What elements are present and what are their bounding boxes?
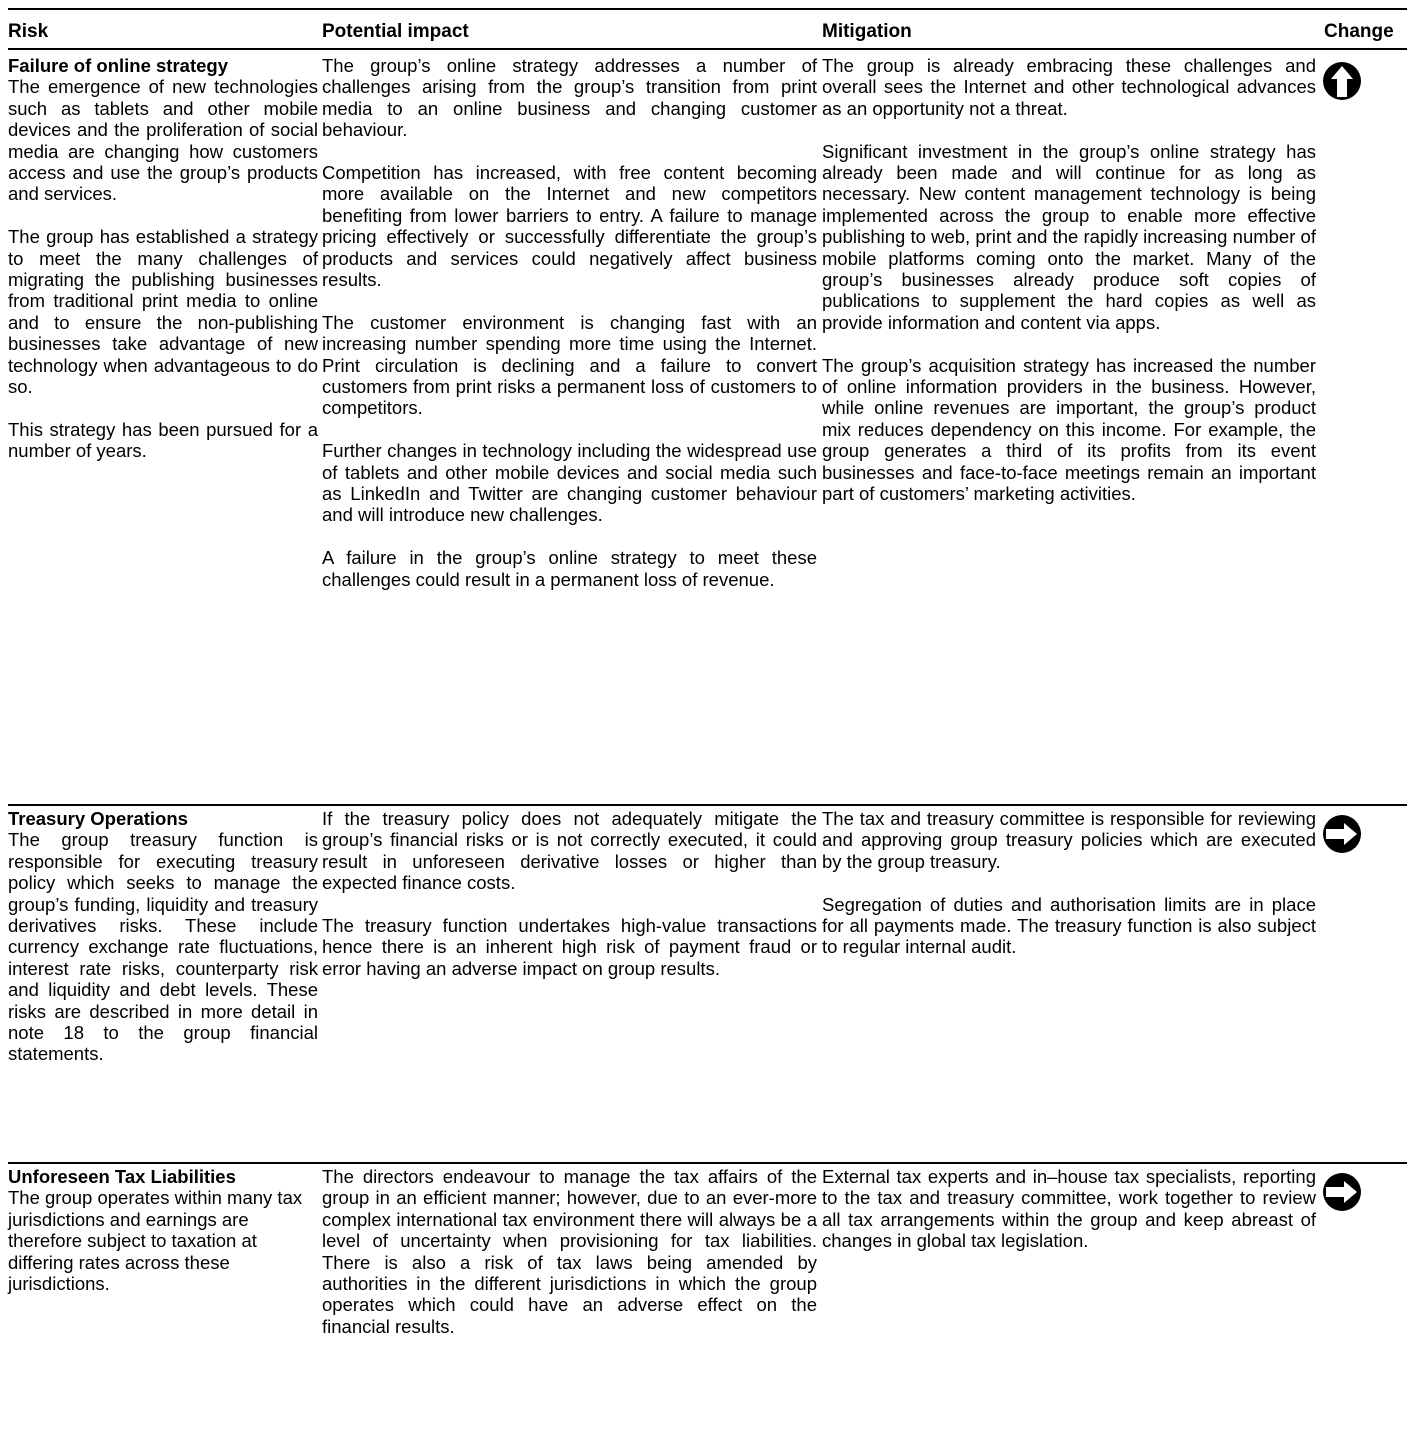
- mitigation-paragraph: External tax experts and in–house tax specialists, reporting to the tax and treasury committee, work together to review all tax arrangements within the group and keep abreast of changes in global tax legislation.: [822, 1166, 1316, 1252]
- table-row: [8, 55, 1407, 806]
- right-arrow-icon: [1322, 1172, 1362, 1212]
- mitigation-paragraph: Significant investment in the group’s online strategy has already been made and will continue for as long as necessary. New content management technology is being implemented across the group to enable more effective publishing to web, print and the rapidly increasing number of mobile platforms coming onto the market. Many of the group’s businesses already produce soft copies of publications to supplement the hard copies as well as provide information and content via apps.: [822, 140, 1316, 333]
- table-row: [8, 1166, 1407, 1448]
- impact-paragraph: The group’s online strategy addresses a number of challenges arising from the group’s transition from print media to an online business and changing customer behaviour.: [322, 55, 817, 141]
- impact-cell: [322, 1166, 817, 1337]
- risk-paragraph: The group operates within many tax jurisdictions and earnings are therefore subject to taxation at differing rates across these jurisdictions.: [8, 1187, 303, 1295]
- mitigation-cell: [822, 55, 1316, 505]
- header-risk: Risk: [8, 21, 49, 42]
- risk-paragraph: This strategy has been pursued for a number of years.: [8, 418, 318, 462]
- impact-paragraph: If the treasury policy does not adequately mitigate the group’s financial risks or is not correctly executed, it could result in unforeseen derivative losses or higher than expected finance costs.: [322, 808, 817, 894]
- table-header: [8, 8, 1407, 50]
- impact-cell: [322, 808, 817, 979]
- risk-paragraph: The group has established a strategy to meet the many challenges of migrating the publishing businesses from traditional print media to online and to ensure the non-publishing businesses take advantage of new technology when advantageous to do so.: [8, 226, 318, 398]
- risk-title: Failure of online strategy: [8, 55, 228, 76]
- change-cell: [1322, 1172, 1392, 1216]
- table-row: [8, 808, 1407, 1164]
- risk-paragraph: The group treasury function is responsible for executing treasury policy which seeks to manage the group’s funding, liquidity and treasury derivatives risks. These include currency exchange rate fluctuations, interest rate risks, counterparty risk and liquidity and debt levels. These risks are described in more detail in note 18 to the group financial statements.: [8, 829, 318, 1065]
- risk-title: Unforeseen Tax Liabilities: [8, 1166, 236, 1187]
- mitigation-paragraph: The tax and treasury committee is responsible for reviewing and approving group treasury policies which are executed by the group treasury.: [822, 808, 1316, 872]
- header-impact: Potential impact: [322, 21, 469, 42]
- risk-title: Treasury Operations: [8, 808, 188, 829]
- risk-paragraph: The emergence of new technologies such as tablets and other mobile devices and the proliferation of social media are changing how customers access and use the group’s products and services.: [8, 76, 318, 205]
- impact-paragraph: The treasury function undertakes high-value transactions hence there is an inherent high risk of payment fraud or error having an adverse impact on group results.: [322, 915, 817, 979]
- risk-cell: [8, 808, 318, 1065]
- risk-cell: [8, 55, 318, 462]
- header-mitigation: Mitigation: [822, 21, 912, 42]
- impact-paragraph: A failure in the group’s online strategy to meet these challenges could result in a permanent loss of revenue.: [322, 547, 817, 590]
- header-change: Change: [1324, 21, 1394, 42]
- mitigation-cell: [822, 808, 1316, 958]
- mitigation-paragraph: The group is already embracing these challenges and overall sees the Internet and other technological advances as an opportunity not a threat.: [822, 55, 1316, 119]
- change-cell: [1322, 814, 1392, 858]
- impact-paragraph: Competition has increased, with free content becoming more available on the Internet and new competitors benefiting from lower barriers to entry. A failure to manage pricing effectively or successfully differentiate the group’s products and services could negatively affect business results.: [322, 162, 817, 291]
- impact-paragraph: The customer environment is changing fast with an increasing number spending more time using the Internet. Print circulation is declining and a failure to convert customers from print risks a permanent loss of customers to competitors.: [322, 311, 817, 419]
- up-arrow-icon: [1322, 61, 1362, 101]
- impact-paragraph: Further changes in technology including the widespread use of tablets and other mobile devices and social media such as LinkedIn and Twitter are changing customer behaviour and will introduce new challenges.: [322, 440, 817, 526]
- impact-paragraph: The directors endeavour to manage the tax affairs of the group in an efficient manner; however, due to an ever-more complex international tax environment there will always be a level of uncertainty when provisioning for tax liabilities. There is also a risk of tax laws being amended by authorities in the different jurisdictions in which the group operates which could have an adverse effect on the financial results.: [322, 1166, 817, 1337]
- mitigation-cell: [822, 1166, 1316, 1252]
- risk-table: [8, 0, 1407, 1337]
- change-cell: [1322, 61, 1392, 105]
- impact-cell: [322, 55, 817, 590]
- risk-cell: [8, 1166, 318, 1294]
- mitigation-paragraph: The group’s acquisition strategy has increased the number of online information providers in the business. However, while online revenues are important, the group’s product mix reduces dependency on this income. For example, the group generates a third of its profits from its event businesses and face-to-face meetings remain an important part of customers’ marketing activities.: [822, 354, 1316, 505]
- mitigation-paragraph: Segregation of duties and authorisation limits are in place for all payments made. The treasury function is also subject to regular internal audit.: [822, 893, 1316, 958]
- right-arrow-icon: [1322, 814, 1362, 854]
